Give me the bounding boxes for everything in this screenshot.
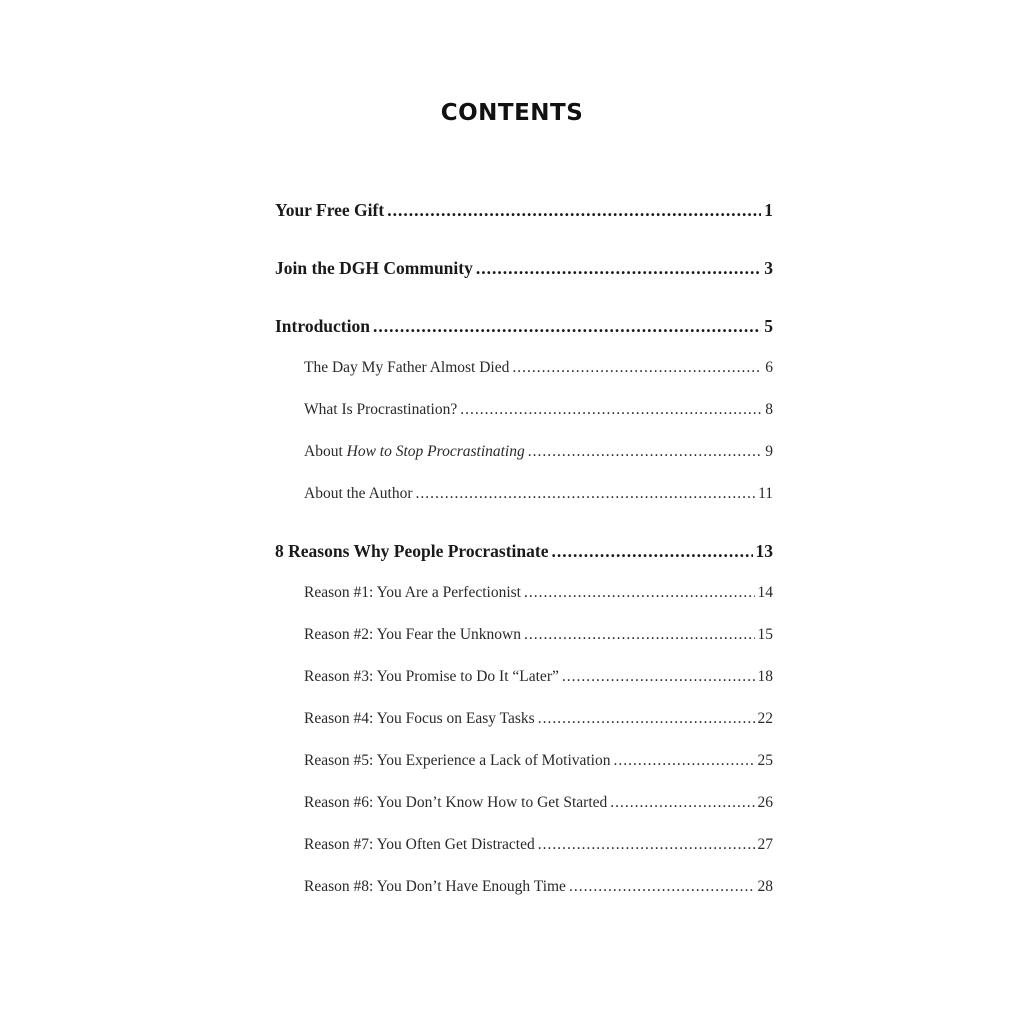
book-title: How to Stop Procrastinating [346, 443, 525, 460]
toc-entry-father-almost-died[interactable] [304, 359, 773, 377]
toc-entry-label: Reason #8: You Don’t Have Enough Time [304, 878, 566, 895]
toc-entry-label: Reason #3: You Promise to Do It “Later” [304, 668, 559, 685]
toc-entry-introduction[interactable] [275, 316, 773, 337]
toc-entry-your-free-gift[interactable] [275, 200, 773, 221]
toc-entry-page: 1 [764, 200, 773, 220]
toc-entry-label: Reason #1: You Are a Perfectionist [304, 584, 521, 601]
dot-leader [373, 316, 761, 337]
toc-entry-page: 11 [758, 485, 773, 502]
page-title: CONTENTS [440, 100, 584, 126]
toc-entry-reason-1[interactable] [304, 584, 773, 602]
dot-leader [524, 584, 755, 602]
toc-entry-page: 27 [757, 836, 773, 853]
dot-leader [614, 752, 755, 770]
toc-entry-what-is-procrastination[interactable] [304, 401, 773, 419]
toc-entry-join-community[interactable] [275, 258, 773, 279]
toc-entry-page: 8 [765, 401, 773, 418]
dot-leader [538, 710, 755, 728]
toc-entry-reason-5[interactable] [304, 752, 773, 770]
dot-leader [512, 359, 762, 377]
dot-leader [524, 626, 755, 644]
dot-leader [387, 200, 761, 221]
toc-entry-page: 22 [757, 710, 773, 727]
toc-entry-label: 8 Reasons Why People Procrastinate [275, 541, 549, 561]
dot-leader [528, 443, 763, 461]
dot-leader [460, 401, 762, 419]
dot-leader [552, 541, 753, 562]
toc-entry-label: Reason #6: You Don’t Know How to Get Started [304, 794, 608, 811]
toc-entry-about-book[interactable] [304, 443, 773, 461]
dot-leader [476, 258, 761, 279]
dot-leader [610, 794, 754, 812]
dot-leader [569, 878, 755, 896]
toc-entry-page: 3 [764, 258, 773, 278]
toc-entry-8-reasons[interactable] [275, 541, 773, 562]
dot-leader [416, 485, 756, 503]
toc-entry-reason-2[interactable] [304, 626, 773, 644]
toc-entry-label: Reason #2: You Fear the Unknown [304, 626, 521, 643]
toc-entry-label: What Is Procrastination? [304, 401, 458, 418]
toc-entry-label: Join the DGH Community [275, 258, 473, 278]
toc-entry-page: 15 [757, 626, 773, 643]
toc-entry-label-prefix: About [304, 443, 347, 460]
toc-entry-page: 18 [757, 668, 773, 685]
toc-entry-page: 9 [765, 443, 773, 460]
toc-entry-reason-7[interactable] [304, 836, 773, 854]
toc-entry-label [304, 443, 525, 461]
toc-entry-page: 5 [764, 316, 773, 336]
toc-entry-label: Introduction [275, 316, 370, 336]
toc-entry-label: Reason #7: You Often Get Distracted [304, 836, 535, 853]
toc-entry-reason-6[interactable] [304, 794, 773, 812]
dot-leader [562, 668, 755, 686]
toc-entry-label: Reason #4: You Focus on Easy Tasks [304, 710, 535, 727]
toc-entry-label: About the Author [304, 485, 413, 502]
toc-entry-reason-4[interactable] [304, 710, 773, 728]
toc-entry-label: Reason #5: You Experience a Lack of Motivation [304, 752, 611, 769]
toc-entry-about-author[interactable] [304, 485, 773, 503]
toc-entry-label: The Day My Father Almost Died [304, 359, 510, 376]
toc-entry-reason-3[interactable] [304, 668, 773, 686]
toc-entry-page: 13 [755, 541, 773, 561]
dot-leader [538, 836, 755, 854]
toc-entry-page: 28 [757, 878, 773, 895]
toc-entry-reason-8[interactable] [304, 878, 773, 896]
toc-entry-page: 25 [757, 752, 773, 769]
toc-entry-page: 26 [757, 794, 773, 811]
toc-entry-page: 14 [757, 584, 773, 601]
toc-entry-page: 6 [765, 359, 773, 376]
toc-entry-label: Your Free Gift [275, 200, 385, 220]
